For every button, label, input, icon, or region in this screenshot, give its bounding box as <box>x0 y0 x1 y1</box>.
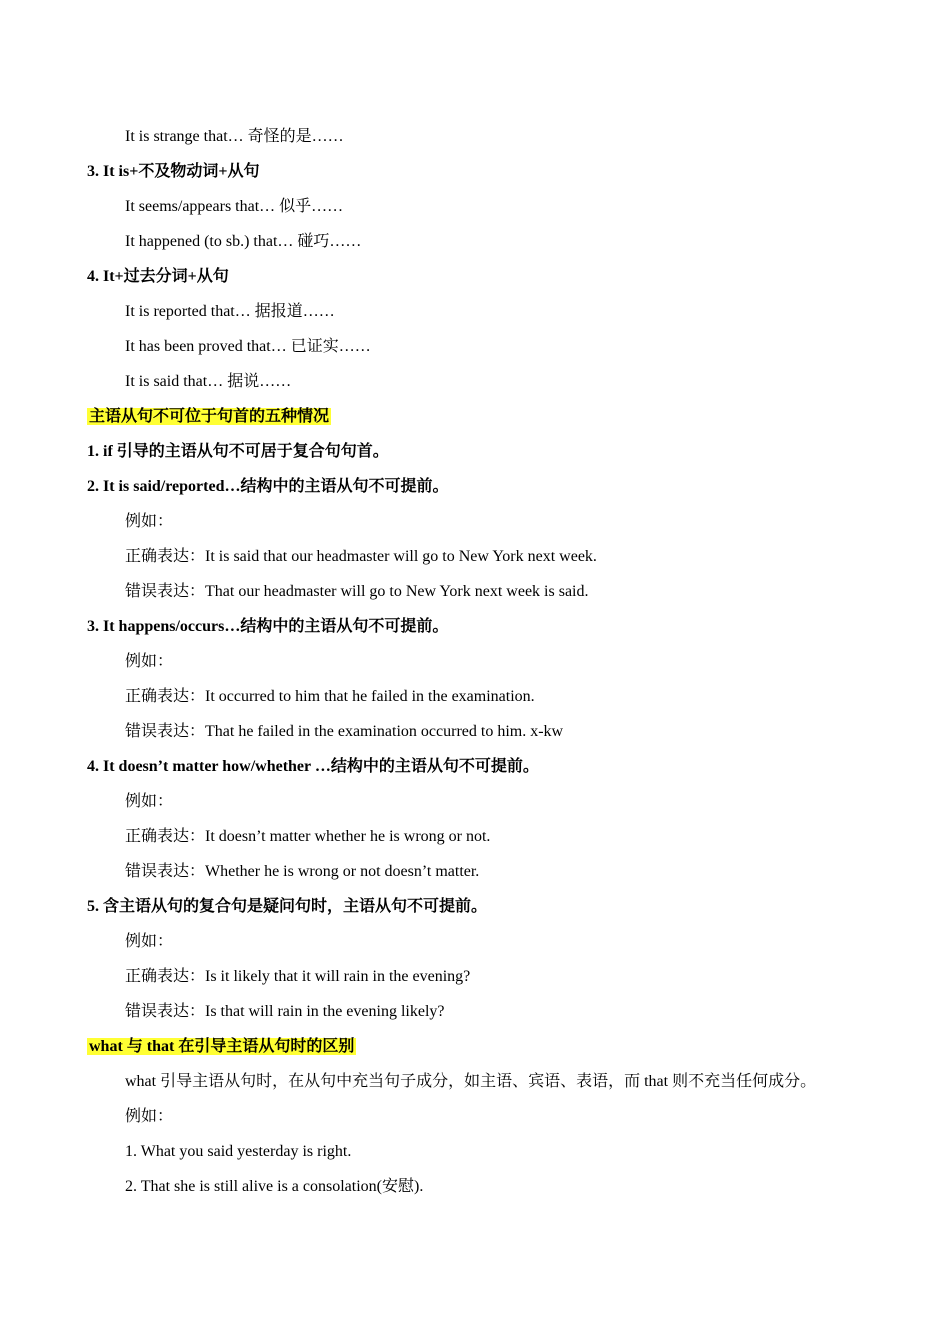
example-sentence: 2. That she is still alive is a consolation(安慰). <box>125 1178 424 1195</box>
rule-heading: 2. It is said/reported…结构中的主语从句不可提前。 <box>87 478 449 495</box>
correct-example: 正确表达：Is it likely that it will rain in the evening? <box>125 968 471 985</box>
explanation-text: what 引导主语从句时，在从句中充当句子成分，如主语、宾语、表语，而 that 则不充当任何成分。 <box>125 1073 817 1090</box>
correct-example: 正确表达：It occurred to him that he failed in the examination. <box>125 688 535 705</box>
section-heading: 3. It is+不及物动词+从句 <box>87 163 260 180</box>
wrong-example: 错误表达：Whether he is wrong or not doesn’t matter. <box>125 863 480 880</box>
highlight-text: 主语从句不可位于句首的五种情况 <box>89 408 330 425</box>
example-label: 例如： <box>125 653 174 670</box>
example-label: 例如： <box>125 1108 174 1125</box>
example-label: 例如： <box>125 513 174 530</box>
highlighted-heading <box>87 407 331 427</box>
text-line: It is said that… 据说…… <box>125 373 292 390</box>
text-line: It is reported that… 据报道…… <box>125 303 335 320</box>
text-line: It is strange that… 奇怪的是…… <box>125 128 344 145</box>
text-line: It seems/appears that… 似乎…… <box>125 198 344 215</box>
correct-example: 正确表达：It doesn’t matter whether he is wrong or not. <box>125 828 491 845</box>
example-label: 例如： <box>125 793 174 810</box>
highlight-text: what 与 that 在引导主语从句时的区别 <box>89 1038 355 1055</box>
rule-heading: 1. if 引导的主语从句不可居于复合句句首。 <box>87 443 389 460</box>
text-line: It has been proved that… 已证实…… <box>125 338 371 355</box>
wrong-example: 错误表达：That our headmaster will go to New York next week is said. <box>125 583 589 600</box>
rule-heading: 5. 含主语从句的复合句是疑问句时，主语从句不可提前。 <box>87 898 488 915</box>
rule-heading: 4. It doesn’t matter how/whether …结构中的主语从句不可提前。 <box>87 758 539 775</box>
correct-example: 正确表达：It is said that our headmaster will go to New York next week. <box>125 548 597 565</box>
rule-heading: 3. It happens/occurs…结构中的主语从句不可提前。 <box>87 618 449 635</box>
section-heading: 4. It+过去分词+从句 <box>87 268 229 285</box>
example-sentence: 1. What you said yesterday is right. <box>125 1143 352 1160</box>
text-line: It happened (to sb.) that… 碰巧…… <box>125 233 362 250</box>
wrong-example: 错误表达：Is that will rain in the evening likely? <box>125 1003 445 1020</box>
highlighted-heading <box>87 1037 356 1057</box>
wrong-example: 错误表达：That he failed in the examination occurred to him. x-kw <box>125 723 564 740</box>
example-label: 例如： <box>125 933 174 950</box>
